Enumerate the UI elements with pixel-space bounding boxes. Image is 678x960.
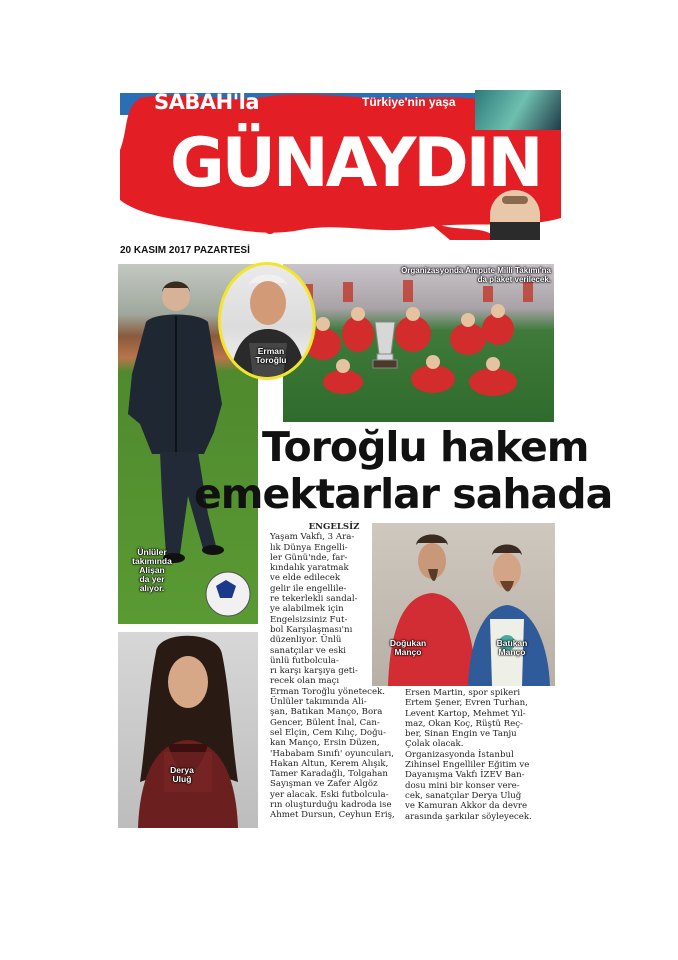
- article-line: şan, Batıkan Manço, Bora: [270, 707, 383, 718]
- article-line: Hakan Altun, Kerem Alışık,: [270, 758, 389, 769]
- issue-date: 20 KASIM 2017 PAZARTESİ: [120, 245, 250, 256]
- article-line: sel Elçin, Cem Kılıç, Doğu-: [270, 727, 387, 738]
- manco-photo: [372, 523, 555, 686]
- article-line: Yaşam Vakfı, 3 Ara-: [270, 532, 355, 543]
- article-line: ve elde edilecek: [270, 573, 341, 584]
- toroglu-portrait: [218, 262, 316, 380]
- article-line: ünlü futbolcula-: [270, 655, 339, 666]
- article-line: Levent Kartop, Mehmet Yıl-: [405, 708, 526, 719]
- article-line: Sayışman ve Zafer Algöz: [270, 779, 378, 790]
- masthead-tagline: Türkiye'nin yaşa: [362, 95, 456, 109]
- brand-name: SABAH'la: [154, 90, 260, 114]
- article-line: ber, Sinan Engin ve Tanju: [405, 729, 517, 740]
- article-line: Ünlüler takımında Ali-: [270, 697, 367, 708]
- article-line: sanatçılar ve eski: [270, 645, 347, 656]
- team-photo-caption: Organizasyonda Ampute Milli Takımı'na da plaket verilecek.: [401, 266, 551, 284]
- article-line: dosu mini bir konser vere-: [405, 780, 520, 791]
- article-line: kındalık yaratmak: [270, 563, 349, 574]
- article-line: yer alacak. Eski futbolcula-: [270, 789, 389, 800]
- headline-line-2: emektarlar sahada: [194, 470, 613, 518]
- article-line: arasında şarkılar söyleyecek.: [405, 811, 532, 822]
- article-line: Çolak olacak.: [405, 739, 464, 750]
- article-line: bol Karşılaşması'nı: [270, 624, 353, 635]
- article-column-1: [270, 522, 398, 821]
- article-line: maz, Okan Koç, Rüştü Reç-: [405, 718, 523, 729]
- article-line: ler Günü'nde, far-: [270, 552, 348, 563]
- article-line: Ertem Şener, Evren Turhan,: [405, 698, 528, 709]
- article-line: rın oluşturduğu kadroda ise: [270, 800, 392, 811]
- article-line: Organizasyonda İstanbul: [405, 749, 514, 760]
- article-line: Ahmet Dursun, Ceyhun Eriş,: [270, 810, 395, 821]
- article-line: ve Kamuran Akkor da devre: [405, 801, 528, 812]
- dogukan-caption: Doğukan Manço: [389, 638, 427, 657]
- derya-photo: [118, 632, 258, 828]
- players-illustration: [283, 264, 554, 422]
- alisan-caption: Ünlüler takımında Alişan da yer alıyor.: [132, 547, 172, 593]
- article-column-2: [405, 688, 555, 822]
- article-line: re tekerlekli sandal-: [270, 594, 358, 605]
- article-line: Ersen Martin, spor spikeri: [405, 688, 521, 698]
- article-line: cek, sanatçılar Derya Uluğ: [405, 790, 522, 801]
- batikan-caption: Batıkan Manço: [496, 638, 528, 657]
- masthead-title: GÜNAYDIN: [170, 124, 541, 203]
- article-line: Tamer Karadağlı, Tolgahan: [270, 769, 388, 780]
- article-line: Erman Toroğlu yönetecek.: [270, 686, 385, 697]
- article-line: rı karşı karşıya geti-: [270, 666, 358, 677]
- article-line: Gencer, Bülent İnal, Can-: [270, 717, 380, 728]
- article-line: ENGELSİZ: [308, 522, 360, 532]
- team-photo: [283, 264, 554, 422]
- headline-line-1: Toroğlu hakem: [262, 423, 589, 471]
- article-line: recek olan maçı: [270, 676, 340, 687]
- article-line: Zihinsel Engelliler Eğitim ve: [405, 760, 530, 771]
- derya-figure: [118, 632, 258, 828]
- article-line: lık Dünya Engelli-: [270, 542, 348, 553]
- article-line: Engelsizsiniz Fut-: [270, 614, 348, 625]
- article-line: Dayanışma Vakfı İZEV Ban-: [405, 770, 525, 781]
- article-line: ye alabilmek için: [270, 604, 344, 615]
- masthead: [120, 90, 561, 240]
- article-line: gelir ile engellile-: [270, 583, 347, 594]
- article-line: 'Hababam Sınıfı' oyuncuları,: [270, 748, 394, 759]
- toroglu-caption: Erman Toroğlu: [255, 346, 287, 365]
- article-line: düzenliyor. Ünlü: [270, 635, 342, 646]
- article-line: kan Manço, Ersin Düzen,: [270, 738, 380, 749]
- manco-figures: [372, 523, 555, 686]
- derya-caption: Derya Uluğ: [170, 765, 194, 784]
